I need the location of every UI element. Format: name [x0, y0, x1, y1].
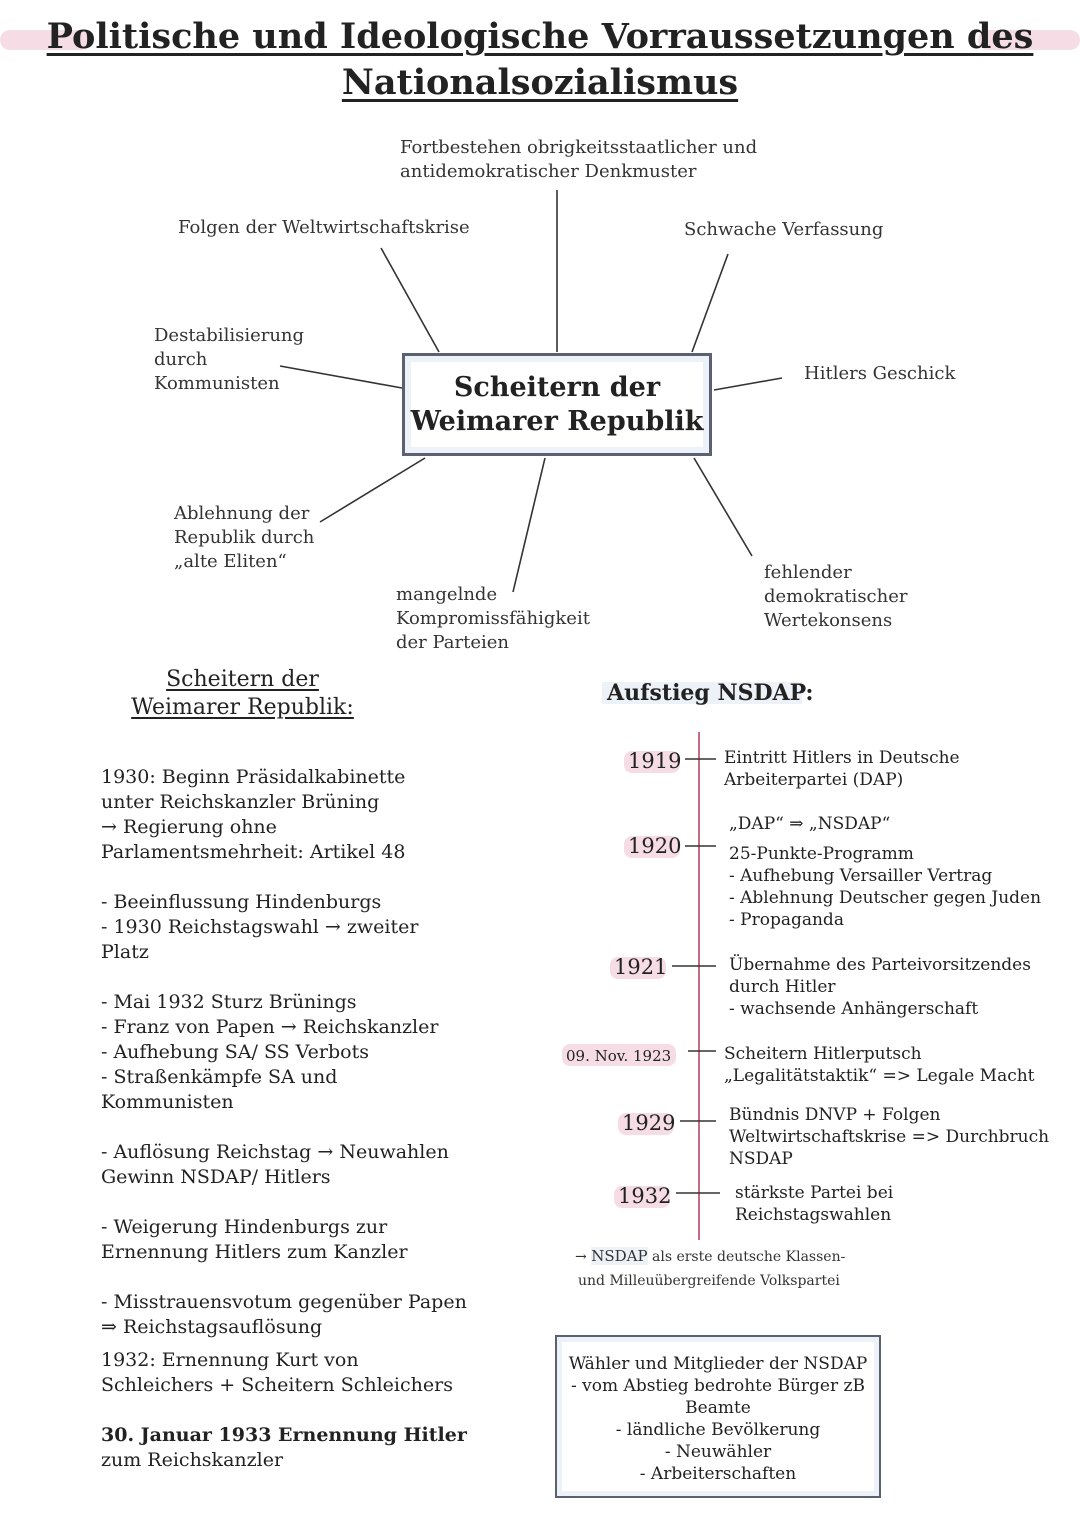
timeline-year: 1929: [622, 1111, 676, 1135]
box-line: - vom Abstieg bedrohte Bürger zB: [571, 1376, 865, 1396]
timeline-event: „DAP“ ⇒ „NSDAP“ 25-Punkte-Programm - Aufhebung Versailler Vertrag - Ablehnung Deutscher gegen Juden - Propaganda: [729, 814, 1042, 930]
box-line: Wähler und Mitglieder der NSDAP: [568, 1354, 868, 1374]
final-entry: 30. Januar 1933 Ernennung Hitler zum Reichskanzler: [101, 1424, 467, 1471]
timeline-year: 1932: [618, 1184, 672, 1208]
title-line-2: Nationalsozialismus: [341, 62, 739, 103]
node-alte-eliten: Ablehnung der Republik durch „alte Eliten“: [174, 503, 315, 572]
list-item: [101, 1115, 481, 1140]
node-kompromissfaehigkeit: mangelnde Kompromissfähigkeit der Parteien: [396, 584, 590, 653]
timeline-event: Scheitern Hitlerputsch „Legalitätstaktik“ => Legale Macht: [724, 1044, 1035, 1086]
volkspartei-note: → NSDAP als erste deutsche Klassen- und Milleuübergreifende Volkspartei: [575, 1247, 846, 1289]
weimar-events-list: [101, 765, 481, 1340]
timeline-event: Bündnis DNVP + Folgen Weltwirtschaftskrise => Durchbruch NSDAP: [729, 1105, 1050, 1169]
list-item: - Misstrauensvotum gegenüber Papen: [101, 1291, 467, 1313]
node-hitlers-geschick: Hitlers Geschick: [804, 363, 956, 384]
node-wertekonsens: fehlender demokratischer Wertekonsens: [764, 562, 908, 631]
list-item: Platz: [101, 941, 149, 963]
box-line: Beamte: [685, 1398, 751, 1418]
list-item: - 1930 Reichstagswahl → zweiter: [101, 916, 419, 938]
list-item: - Franz von Papen → Reichskanzler: [101, 1016, 439, 1038]
list-item: → Regierung ohne: [101, 816, 277, 838]
list-item: Ernennung Hitlers zum Kanzler: [101, 1241, 408, 1263]
left-section-heading: Scheitern der Weimarer Republik:: [131, 667, 354, 720]
list-item: Parlamentsmehrheit: Artikel 48: [101, 841, 406, 863]
list-item: - Straßenkämpfe SA und: [101, 1066, 338, 1088]
timeline-event: Übernahme des Parteivorsitzendes durch Hitler - wachsende Anhängerschaft: [729, 955, 1031, 1019]
waehler-box: [555, 1335, 881, 1498]
timeline-year: 1921: [614, 955, 668, 979]
box-line: - Arbeiterschaften: [639, 1464, 797, 1484]
box-line: - Neuwähler: [664, 1442, 772, 1462]
timeline-year: 1919: [628, 749, 682, 773]
list-item: Gewinn NSDAP/ Hitlers: [101, 1166, 331, 1188]
list-item: [101, 1190, 481, 1215]
timeline-year: 1920: [628, 834, 682, 858]
list-item: 1930: Beginn Präsidalkabinette: [101, 766, 406, 788]
timeline-event: stärkste Partei bei Reichstagswahlen: [735, 1183, 894, 1225]
node-denkmuster: Fortbestehen obrigkeitsstaatlicher und antidemokratischer Denkmuster: [400, 137, 758, 182]
node-kommunisten: Destabilisierung durch Kommunisten: [154, 325, 305, 394]
timeline-year: 09. Nov. 1923: [566, 1047, 672, 1065]
list-item: - Aufhebung SA/ SS Verbots: [101, 1041, 369, 1063]
box-line: - ländliche Bevölkerung: [615, 1420, 821, 1440]
node-schwache-verfassung: Schwache Verfassung: [684, 219, 884, 240]
list-item: [101, 865, 481, 890]
aufstieg-heading: Aufstieg NSDAP:: [607, 680, 814, 706]
list-item: ⇒ Reichstagsauflösung: [101, 1316, 323, 1338]
list-item: Kommunisten: [101, 1091, 234, 1113]
list-item: [101, 965, 481, 990]
timeline-event: Eintritt Hitlers in Deutsche Arbeiterpartei (DAP): [724, 748, 960, 790]
title-line-1: Politische und Ideologische Vorraussetzungen des: [46, 16, 1034, 57]
list-item: [101, 1265, 481, 1290]
mindmap-center: Scheitern der Weimarer Republik: [402, 353, 712, 456]
list-item: - Auflösung Reichstag → Neuwahlen: [101, 1141, 449, 1163]
list-item: - Beeinflussung Hindenburgs: [101, 891, 382, 913]
list-item: - Mai 1932 Sturz Brünings: [101, 991, 357, 1013]
schleicher-entry: 1932: Ernennung Kurt von Schleichers + Scheitern Schleichers: [101, 1349, 453, 1396]
list-item: - Weigerung Hindenburgs zur: [101, 1216, 388, 1238]
list-item: unter Reichskanzler Brüning: [101, 791, 380, 813]
node-weltwirtschaftskrise: Folgen der Weltwirtschaftskrise: [178, 217, 470, 238]
